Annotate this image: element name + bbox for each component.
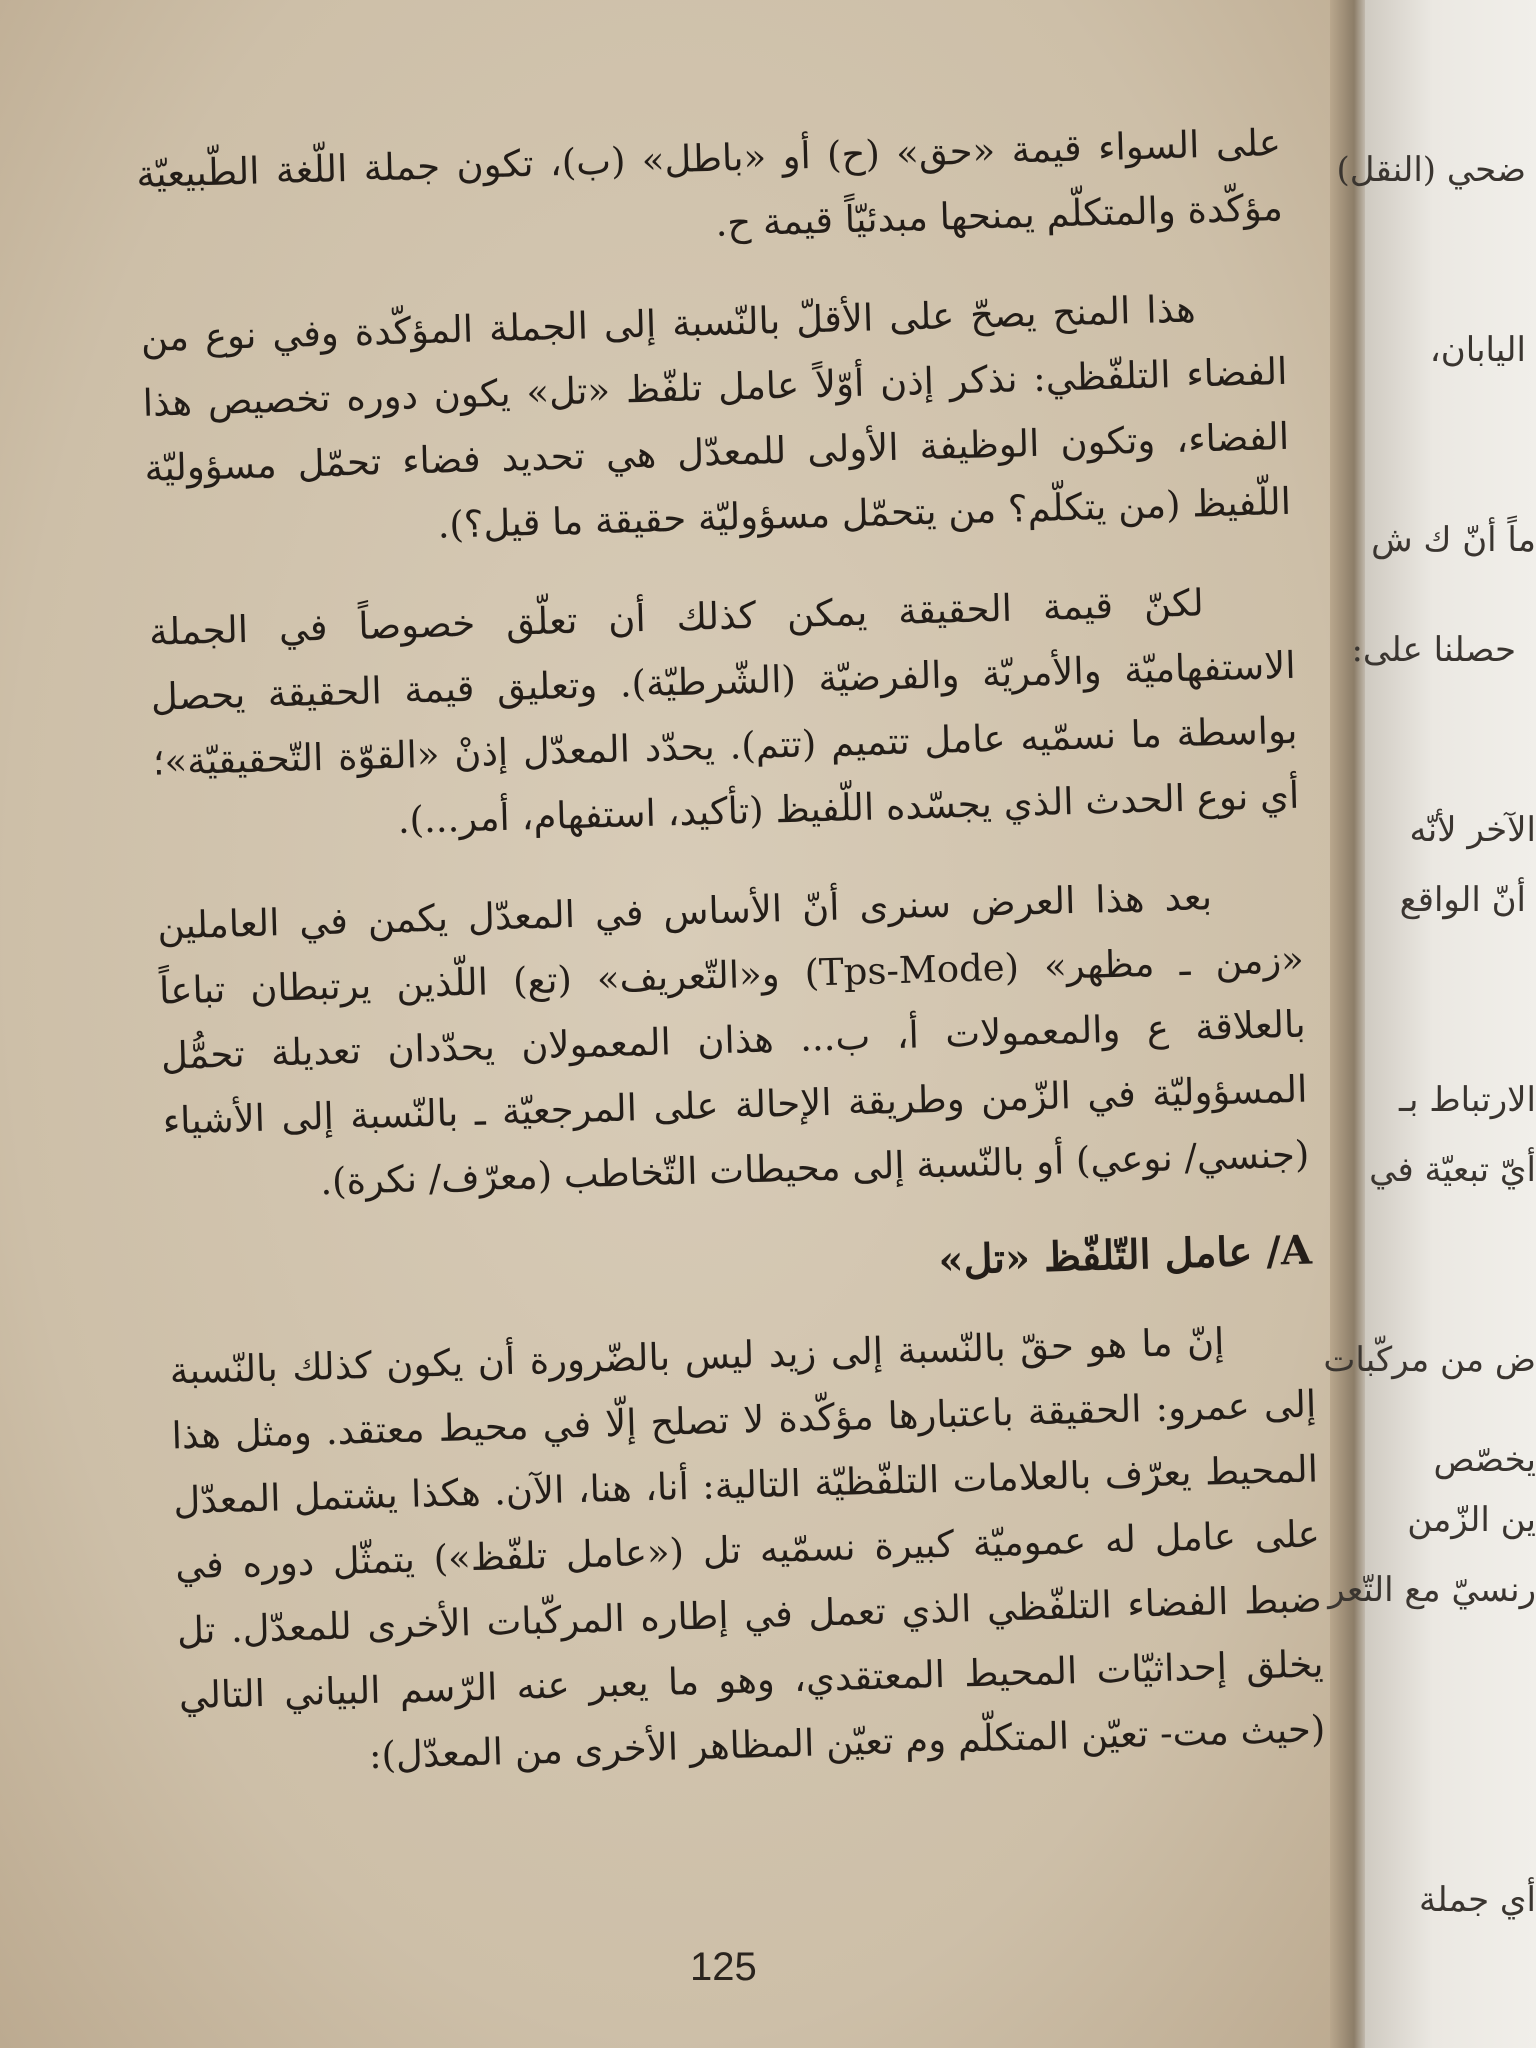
section-heading: A/ عامل التّلفّظ «تل» [937, 1226, 1313, 1284]
facing-fragment: اليابان، [1429, 330, 1526, 370]
facing-fragment: الارتباط بـ [1398, 1080, 1536, 1120]
facing-fragment: أيّ تبعيّة في [1369, 1150, 1536, 1190]
facing-fragment: أي جملة [1418, 1880, 1536, 1920]
book-gutter [1330, 0, 1370, 2048]
paragraph: على السواء قيمة «حق» (ح) أو «باطل» (ب)، تكون جملة اللّغة الطّبيعيّة مؤكّدة والمتكلّم يمنحها مبدئيّاً قيمة ح. [135, 120, 1284, 245]
page-body [135, 110, 1327, 1827]
page-number: 125 [690, 1945, 757, 1989]
facing-fragment: ين الزّمن [1407, 1500, 1536, 1540]
facing-fragment: أنّ الواقع [1399, 880, 1526, 920]
paragraph: إنّ ما هو حقّ بالنّسبة إلى زيد ليس بالضّرورة أن يكون كذلك بالنّسبة إلى عمرو: الحقيقة باعتبارها مؤكّدة لا تصلح إلّا في محيط معتقد. ومثل هذا المحيط يعرّف بالعلامات التلفّظيّة التالية: أنا، هنا، الآن. هكذا يشتمل المعدّل على عامل له عموميّة كبيرة نسمّيه تل («عامل تلفّظ») يتمثّل دوره في ضبط الفضاء التلفّظي الذي تعمل في إطاره المركّبات الأخرى للمعدّل. تل يخلق إحداثيّات المحيط المعتقدي، وهو ما يعبر عنه الرّسم البياني التالي (حيث مت- تعيّن المتكلّم وم تعيّن المظاهر الأخرى من المعدّل): [169, 1320, 1326, 1778]
facing-fragment: ضحي (النقل) [1336, 150, 1526, 190]
facing-fragment: الآخر لأنّه [1409, 810, 1536, 850]
facing-fragment: يخصّص [1433, 1440, 1536, 1480]
paragraph: هذا المنح يصحّ على الأقلّ بالنّسبة إلى الجملة المؤكّدة وفي نوع من الفضاء التلفّظي: نذكر إذن أوّلاً عامل تلفّظ «تل» يكون دوره تخصيص هذا الفضاء، وتكون الوظيفة الأولى للمعدّل هي تحديد فضاء تحمّل مسؤوليّة اللّفيظ (من يتكلّم؟ من يتحمّل مسؤوليّة حقيقة ما قيل؟). [140, 287, 1292, 547]
paragraph: بعد هذا العرض سنرى أنّ الأساس في المعدّل يكمن في العاملين «زمن ـ مظهر» (Tps-Mode) و«التّعريف» (تع) اللّذين يرتبطان تباعاً بالعلاقة ع والمعمولات أ، ب... هذان المعمولان يحدّدان تعديلة تحمُّل المسؤوليّة في الزّمن وطريقة الإحالة على المرجعيّة ـ بالنّسبة إلى الأشياء (جنسي/ نوعي) أو بالنّسبة إلى محيطات التّخاطب (معرّف/ نكرة). [156, 875, 1310, 1204]
facing-fragment: ماً أنّ ك ش [1371, 520, 1536, 560]
paragraph: لكنّ قيمة الحقيقة يمكن كذلك أن تعلّق خصوصاً في الجملة الاستفهاميّة والأمريّة والفرضيّة (الشّرطيّة). وتعليق قيمة الحقيقة يحصل بواسطة ما نسمّيه عامل تتميم (تتم). يحدّد المعدّل إذنْ «القوّة التّحقيقيّة»؛ أي نوع الحدث الذي يجسّده اللّفيظ (تأكيد، استفهام، أمر...). [148, 581, 1300, 842]
facing-fragment: حصلنا على: [1351, 630, 1516, 670]
facing-fragment: ض من مركّبات [1323, 1340, 1536, 1380]
facing-fragment: رنسيّ مع التّعر [1328, 1570, 1536, 1610]
facing-page [1323, 0, 1536, 2048]
